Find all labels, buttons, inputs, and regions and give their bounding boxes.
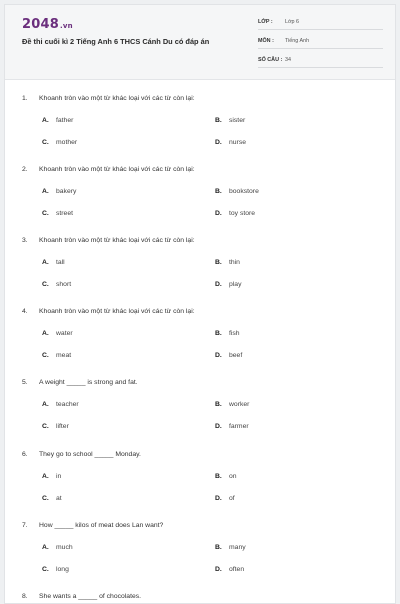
option-letter: C. <box>42 566 49 573</box>
option-c[interactable] <box>42 281 71 288</box>
option-text: meat <box>56 352 72 359</box>
option-letter: B. <box>215 188 222 195</box>
question-text: Khoanh tròn vào một từ khác loại với các từ còn lại: <box>39 95 195 102</box>
question-number: 2. <box>22 166 28 173</box>
logo-main: 2048 <box>22 17 59 32</box>
question-number: 7. <box>22 522 28 529</box>
option-c[interactable] <box>42 566 69 573</box>
question-number: 5. <box>22 379 28 386</box>
option-letter: D. <box>215 495 222 502</box>
option-b[interactable] <box>215 401 249 408</box>
option-d[interactable] <box>215 281 241 288</box>
page-title: Đề thi cuối kì 2 Tiếng Anh 6 THCS Cánh Du có đáp án <box>22 37 210 46</box>
option-text: on <box>229 473 237 480</box>
option-text: farmer <box>229 423 249 430</box>
option-letter: D. <box>215 352 222 359</box>
option-letter: A. <box>42 188 49 195</box>
option-a[interactable] <box>42 330 73 337</box>
option-letter: C. <box>42 281 49 288</box>
option-letter: A. <box>42 544 49 551</box>
option-text: mother <box>56 139 78 146</box>
meta-value: 34 <box>285 57 291 63</box>
option-d[interactable] <box>215 423 249 430</box>
option-letter: B. <box>215 544 222 551</box>
option-text: bakery <box>56 188 77 195</box>
option-letter: C. <box>42 210 49 217</box>
exam-page <box>4 4 396 604</box>
question-number: 4. <box>22 308 28 315</box>
option-letter: D. <box>215 139 222 146</box>
question-text: Khoanh tròn vào một từ khác loại với các từ còn lại: <box>39 166 195 173</box>
option-text: at <box>56 495 62 502</box>
question-text: Khoanh tròn vào một từ khác loại với các từ còn lại: <box>39 237 195 244</box>
document-header <box>5 5 395 80</box>
option-letter: C. <box>42 139 49 146</box>
option-d[interactable] <box>215 566 244 573</box>
option-c[interactable] <box>42 495 62 502</box>
option-text: of <box>229 495 235 502</box>
question-text: How _____ kilos of meat does Lan want? <box>39 522 164 529</box>
option-letter: C. <box>42 495 49 502</box>
question-text: A weight _____ is strong and fat. <box>39 379 138 386</box>
option-letter: C. <box>42 423 49 430</box>
option-letter: C. <box>42 352 49 359</box>
question-text: She wants a _____ of chocolates. <box>39 593 142 600</box>
option-text: father <box>56 117 74 124</box>
option-letter: A. <box>42 117 49 124</box>
question-number: 3. <box>22 237 28 244</box>
option-letter: B. <box>215 401 222 408</box>
option-b[interactable] <box>215 259 240 266</box>
option-text: lifter <box>56 423 69 430</box>
option-text: beef <box>229 352 243 359</box>
option-d[interactable] <box>215 352 242 359</box>
option-text: worker <box>229 401 250 408</box>
option-text: much <box>56 544 73 551</box>
option-letter: D. <box>215 210 222 217</box>
meta-row-class <box>258 16 383 30</box>
meta-label: LỚP : <box>258 19 273 25</box>
option-d[interactable] <box>215 495 235 502</box>
option-text: bookstore <box>229 188 259 195</box>
option-text: long <box>56 566 69 573</box>
option-text: many <box>229 544 246 551</box>
option-a[interactable] <box>42 117 73 124</box>
option-letter: A. <box>42 473 49 480</box>
option-text: short <box>56 281 72 288</box>
meta-label: SỐ CÂU : <box>258 57 283 63</box>
option-letter: B. <box>215 330 222 337</box>
option-text: water <box>56 330 73 337</box>
option-text: teacher <box>56 401 79 408</box>
option-text: often <box>229 566 245 573</box>
exam-meta <box>258 16 383 73</box>
option-text: toy store <box>229 210 256 217</box>
option-letter: B. <box>215 259 222 266</box>
option-text: thin <box>229 259 240 266</box>
meta-value: Lớp 6 <box>285 19 300 25</box>
option-b[interactable] <box>215 473 237 480</box>
option-b[interactable] <box>215 188 259 195</box>
option-letter: A. <box>42 330 49 337</box>
option-text: play <box>229 281 242 288</box>
option-b[interactable] <box>215 330 240 337</box>
option-a[interactable] <box>42 473 61 480</box>
option-text: tall <box>56 259 65 266</box>
option-letter: D. <box>215 281 222 288</box>
logo-suffix: .vn <box>59 22 73 30</box>
question-text: Khoanh tròn vào một từ khác loại với các từ còn lại: <box>39 308 195 315</box>
meta-row-count <box>258 54 383 68</box>
option-letter: B. <box>215 473 222 480</box>
option-c[interactable] <box>42 352 71 359</box>
question-text: They go to school _____ Monday. <box>39 451 141 458</box>
option-b[interactable] <box>215 544 246 551</box>
option-letter: D. <box>215 566 222 573</box>
option-a[interactable] <box>42 544 73 551</box>
option-text: in <box>56 473 62 480</box>
option-b[interactable] <box>215 117 245 124</box>
option-letter: B. <box>215 117 222 124</box>
site-logo[interactable] <box>22 17 73 32</box>
meta-label: MÔN : <box>258 38 274 44</box>
option-a[interactable] <box>42 401 79 408</box>
meta-row-subject <box>258 35 383 49</box>
question-number: 1. <box>22 95 28 102</box>
question-number: 8. <box>22 593 28 600</box>
option-letter: A. <box>42 259 49 266</box>
option-text: nurse <box>229 139 247 146</box>
option-text: fish <box>229 330 240 337</box>
meta-value: Tiếng Anh <box>285 38 310 44</box>
option-a[interactable] <box>42 188 76 195</box>
option-text: sister <box>229 117 246 124</box>
option-c[interactable] <box>42 210 73 217</box>
option-c[interactable] <box>42 139 77 146</box>
option-letter: A. <box>42 401 49 408</box>
option-letter: D. <box>215 423 222 430</box>
option-a[interactable] <box>42 259 65 266</box>
option-text: street <box>56 210 73 217</box>
option-d[interactable] <box>215 210 255 217</box>
question-number: 6. <box>22 451 28 458</box>
option-d[interactable] <box>215 139 246 146</box>
option-c[interactable] <box>42 423 69 430</box>
